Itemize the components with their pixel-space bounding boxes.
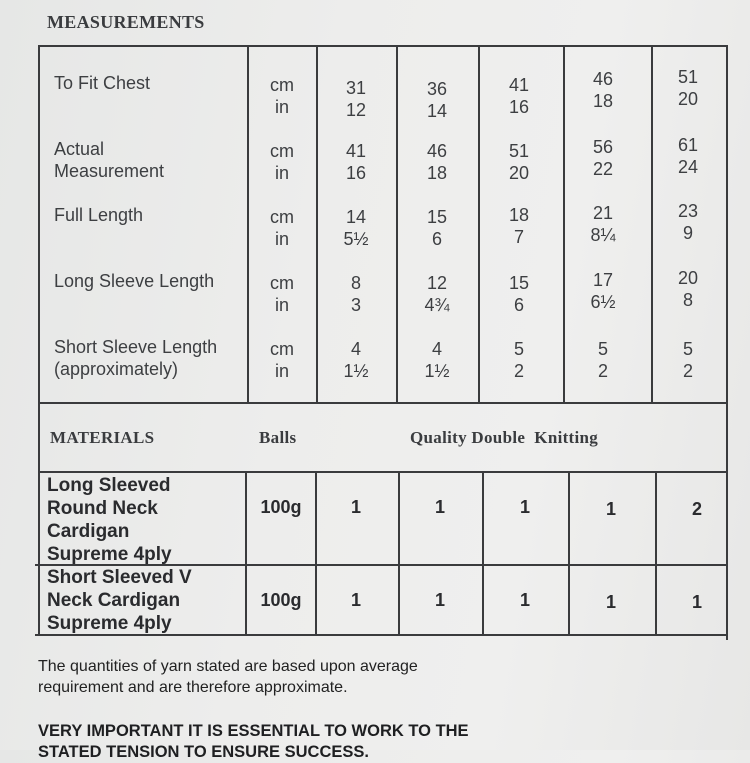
ball-count: 1	[605, 592, 616, 612]
measurement-value: 15	[426, 207, 448, 227]
row-label: To Fit Chest	[54, 73, 151, 93]
measurement-value: 20	[677, 268, 699, 288]
measurement-value: 51	[508, 141, 530, 161]
quality-label: Quality Double Knitting	[410, 428, 599, 447]
table-border-top	[38, 45, 728, 47]
measurement-value: 20	[677, 89, 699, 109]
material-name: Supreme 4ply	[47, 544, 172, 565]
measurement-value: 5	[513, 339, 524, 359]
table-border-right	[726, 45, 728, 640]
unit-label: in	[274, 163, 289, 183]
measurement-value: 5	[597, 339, 608, 359]
tension-warning-line-1: VERY IMPORTANT IT IS ESSENTIAL TO WORK TO THE	[38, 722, 469, 740]
measurement-value: 7	[513, 227, 524, 247]
measurement-value: 31	[345, 78, 367, 98]
measurement-value: 6	[431, 229, 442, 249]
materials-heading: MATERIALS	[50, 428, 155, 447]
measurement-value: 18	[426, 163, 448, 183]
measurement-value: 2	[513, 361, 524, 381]
measurement-value: 16	[345, 163, 367, 183]
mat-col-1	[245, 471, 247, 636]
measurement-value: 12	[345, 100, 367, 120]
measurement-value: 5½	[343, 229, 369, 249]
measurement-value: 20	[508, 163, 530, 183]
measurement-value: 1½	[424, 361, 450, 381]
measurement-value: 4	[350, 339, 361, 359]
measurements-bottom-rule	[38, 402, 727, 404]
measurement-value: 18	[508, 205, 530, 225]
material-name: Cardigan	[47, 521, 130, 542]
col-divider-4	[478, 45, 480, 403]
mat-col-4	[482, 471, 484, 636]
unit-label: cm	[270, 273, 294, 293]
ball-count: 1	[350, 590, 361, 610]
measurement-value: 41	[345, 141, 367, 161]
measurement-value: 24	[677, 157, 699, 177]
measurement-value: 56	[592, 137, 614, 157]
measurement-value: 22	[592, 159, 614, 179]
measurement-value: 17	[592, 270, 614, 290]
material-weight: 100g	[260, 497, 302, 517]
measurement-value: 23	[677, 201, 699, 221]
material-name: Supreme 4ply	[47, 613, 172, 634]
yarn-note-line-2: requirement and are therefore approximate.	[38, 679, 348, 696]
material-name: Round Neck	[47, 498, 158, 519]
material-name: Long Sleeved	[47, 475, 171, 496]
measurement-value: 36	[426, 79, 448, 99]
material-name: Short Sleeved V	[47, 567, 192, 588]
table-border-left	[38, 45, 40, 635]
measurement-value: 61	[677, 135, 699, 155]
mat-col-6	[655, 471, 657, 636]
measurements-heading: MEASUREMENTS	[47, 12, 205, 32]
measurement-value: 51	[677, 67, 699, 87]
yarn-note-line-1: The quantities of yarn stated are based upon average	[38, 658, 418, 675]
unit-label: in	[274, 229, 289, 249]
measurement-value: 5	[682, 339, 693, 359]
measurement-value: 4¾	[424, 295, 450, 315]
balls-label: Balls	[259, 428, 297, 447]
measurement-value: 15	[508, 273, 530, 293]
measurement-value: 8¼	[590, 225, 616, 245]
mat-col-3	[398, 471, 400, 636]
unit-label: cm	[270, 207, 294, 227]
ball-count: 1	[519, 497, 530, 517]
ball-count: 1	[519, 590, 530, 610]
material-name: Neck Cardigan	[47, 590, 181, 611]
ball-count: 1	[691, 592, 702, 612]
mat-col-5	[568, 471, 570, 636]
unit-label: in	[274, 361, 289, 381]
ball-count: 1	[434, 590, 445, 610]
row-label: Actual	[54, 139, 105, 159]
measurement-value: 46	[592, 69, 614, 89]
row-label: Short Sleeve Length	[54, 337, 218, 357]
unit-label: in	[274, 97, 289, 117]
material-weight: 100g	[260, 590, 302, 610]
row-label: (approximately)	[54, 359, 179, 379]
row-label: Full Length	[54, 205, 144, 225]
measurement-value: 14	[345, 207, 367, 227]
measurement-value: 2	[597, 361, 608, 381]
measurement-value: 14	[426, 101, 448, 121]
tension-warning-line-2: STATED TENSION TO ENSURE SUCCESS.	[38, 743, 369, 761]
col-divider-1	[247, 45, 249, 403]
measurement-value: 6½	[590, 292, 616, 312]
measurement-value: 9	[682, 223, 693, 243]
unit-label: cm	[270, 141, 294, 161]
row-label: Measurement	[54, 161, 165, 181]
measurement-value: 8	[350, 273, 361, 293]
ball-count: 2	[691, 499, 702, 519]
measurement-value: 8	[682, 290, 693, 310]
measurement-value: 4	[431, 339, 442, 359]
measurement-value: 3	[350, 295, 361, 315]
measurement-value: 12	[426, 273, 448, 293]
ball-count: 1	[350, 497, 361, 517]
measurement-value: 1½	[343, 361, 369, 381]
measurement-value: 41	[508, 75, 530, 95]
col-divider-2	[316, 45, 318, 403]
col-divider-5	[563, 45, 565, 403]
measurement-value: 46	[426, 141, 448, 161]
ball-count: 1	[434, 497, 445, 517]
ball-count: 1	[605, 499, 616, 519]
col-divider-3	[396, 45, 398, 403]
measurement-value: 2	[682, 361, 693, 381]
materials-top-rule	[38, 471, 727, 473]
measurement-value: 21	[592, 203, 614, 223]
measurement-value: 6	[513, 295, 524, 315]
measurement-value: 16	[508, 97, 530, 117]
row-label: Long Sleeve Length	[54, 271, 215, 291]
unit-label: cm	[270, 75, 294, 95]
unit-label: in	[274, 295, 289, 315]
measurement-value: 18	[592, 91, 614, 111]
mat-col-2	[315, 471, 317, 636]
unit-label: cm	[270, 339, 294, 359]
